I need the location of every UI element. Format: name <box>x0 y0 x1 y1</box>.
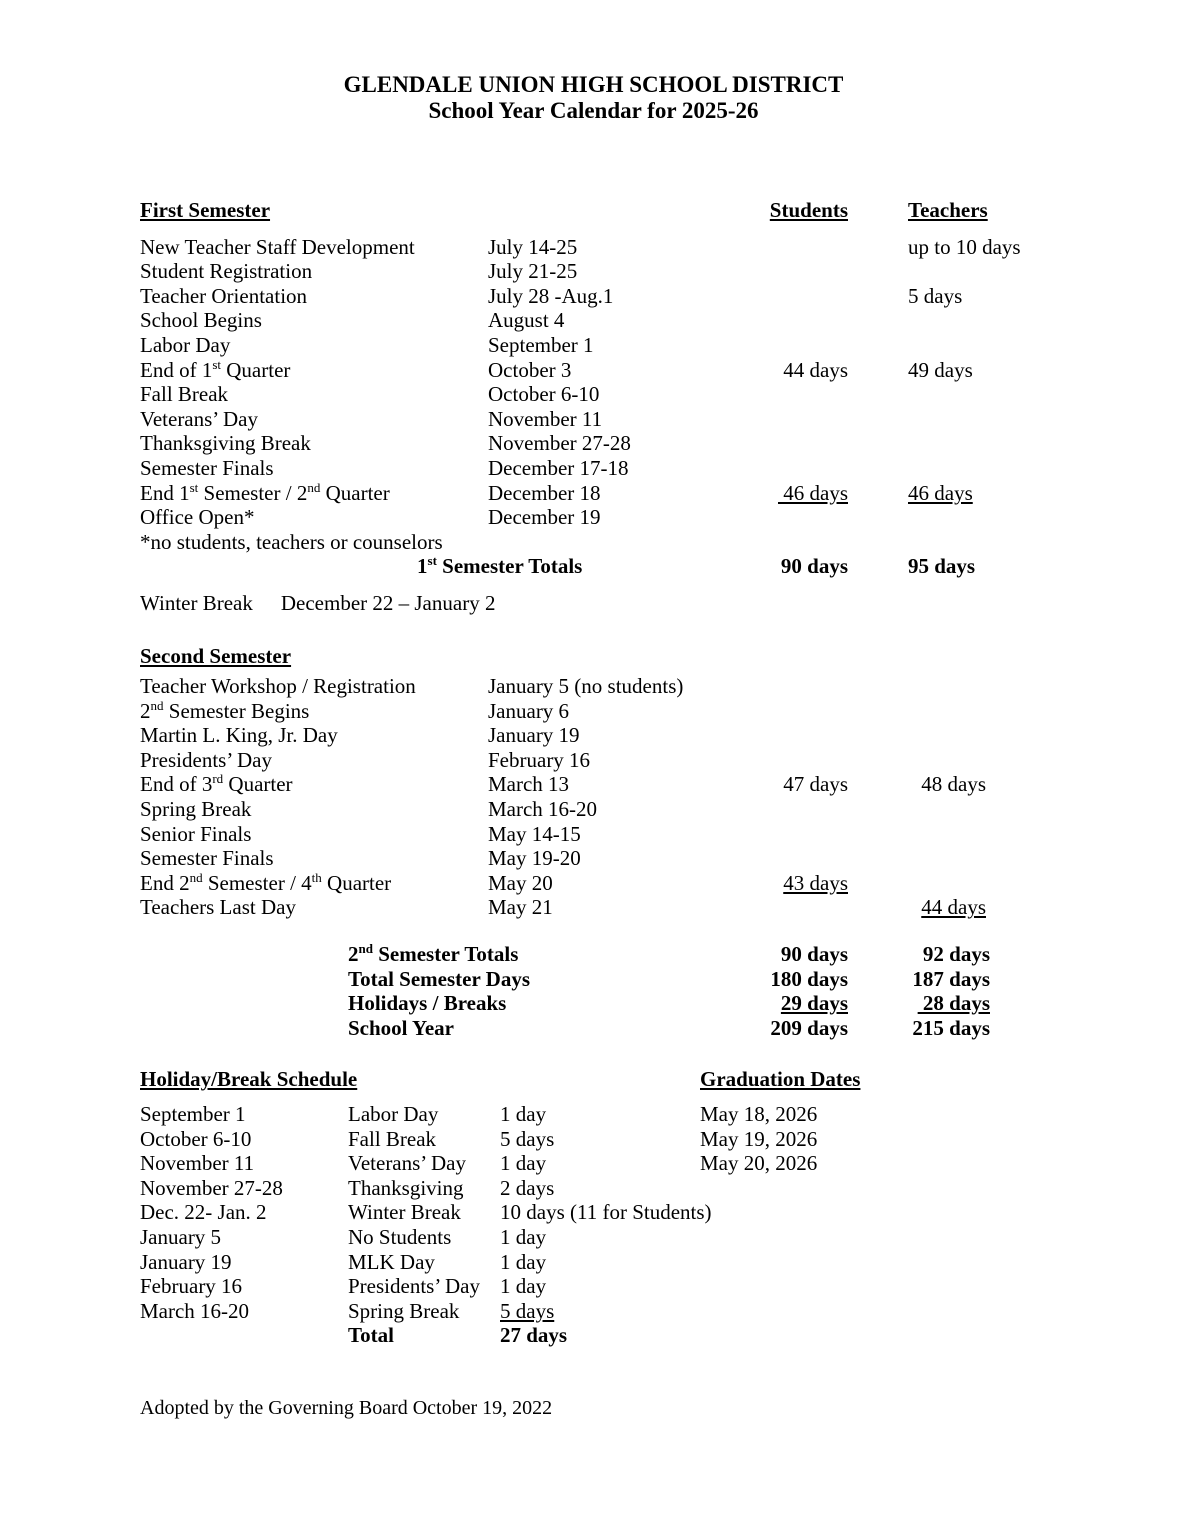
date-cell: November 11 <box>488 406 603 431</box>
totals-row <box>140 991 1162 1016</box>
event-cell: End of 3rd Quarter <box>140 771 293 797</box>
spacer <box>140 554 417 579</box>
event-cell: Office Open* <box>140 505 255 530</box>
graduation-dates <box>700 1067 1020 1348</box>
second-semester-rows <box>140 674 1162 920</box>
totals-students: 90 days <box>780 554 848 579</box>
holiday-date: October 6-10 <box>140 1126 252 1151</box>
holiday-days: 1 day <box>500 1102 547 1126</box>
event-cell: Semester Finals <box>140 846 274 871</box>
holiday-row <box>140 1102 700 1127</box>
holiday-date: February 16 <box>140 1274 243 1299</box>
holiday-name: MLK Day <box>348 1249 435 1274</box>
teachers-cell: 46 days <box>908 480 973 505</box>
holiday-name: Presidents’ Day <box>348 1274 480 1299</box>
event-cell: Labor Day <box>140 332 231 357</box>
holiday-name: Fall Break <box>348 1126 437 1151</box>
holiday-row <box>140 1299 700 1324</box>
totals-row <box>140 1016 1162 1041</box>
holiday-row <box>140 1250 700 1275</box>
students-cell: 43 days <box>783 870 848 895</box>
teachers-cell: 48 days <box>921 772 986 797</box>
date-cell: October 6-10 <box>488 382 600 407</box>
event-cell: Teacher Workshop / Registration <box>140 674 416 699</box>
teachers-cell <box>848 748 1038 773</box>
table-row <box>140 407 1162 432</box>
event-cell: Spring Break <box>140 797 252 822</box>
date-cell: August 4 <box>488 308 565 333</box>
teachers-cell <box>848 871 1038 896</box>
totals-teachers: 187 days <box>912 966 990 991</box>
holiday-days: 5 days <box>500 1298 555 1323</box>
holiday-schedule-heading: Holiday/Break Schedule <box>140 1067 358 1092</box>
holiday-name: Labor Day <box>348 1102 439 1126</box>
second-semester-heading: Second Semester <box>140 643 292 668</box>
totals-row <box>140 967 1162 992</box>
totals-teachers: 95 days <box>908 554 976 579</box>
students-cell <box>768 699 848 724</box>
teachers-cell <box>848 822 1038 847</box>
event-cell: Veterans’ Day <box>140 406 258 431</box>
holiday-name: No Students <box>348 1224 452 1249</box>
students-cell <box>768 723 848 748</box>
event-cell: Teachers Last Day <box>140 895 296 920</box>
teachers-cell <box>848 674 1038 699</box>
event-cell: Fall Break <box>140 382 229 407</box>
date-cell: September 1 <box>488 332 594 357</box>
calendar-subtitle: School Year Calendar for 2025-26 <box>428 98 759 123</box>
footnote: *no students, teachers or counselors <box>140 529 443 554</box>
holiday-date: Dec. 22- Jan. 2 <box>140 1200 267 1225</box>
holiday-name: Thanksgiving <box>348 1175 464 1200</box>
holiday-date: January 19 <box>140 1249 232 1274</box>
event-cell: Martin L. King, Jr. Day <box>140 723 338 748</box>
students-cell: 47 days <box>783 772 848 797</box>
spacer <box>140 942 348 967</box>
students-column-header: Students <box>769 198 848 222</box>
holiday-row <box>140 1127 700 1152</box>
table-row <box>140 505 1162 530</box>
winter-break-label: Winter Break <box>140 590 253 615</box>
date-cell: December 18 <box>488 480 601 505</box>
holiday-total-row <box>140 1323 700 1348</box>
holiday-name: Winter Break <box>348 1200 461 1225</box>
event-cell: Senior Finals <box>140 821 252 846</box>
adoption-note: Adopted by the Governing Board October 19, 2022 <box>140 1396 553 1419</box>
holiday-date: November 11 <box>140 1151 255 1176</box>
date-cell: July 21-25 <box>488 259 578 284</box>
holiday-days-wrap <box>500 1299 700 1324</box>
date-cell: March 13 <box>488 772 570 797</box>
holiday-date: September 1 <box>140 1102 246 1126</box>
totals-teachers: 215 days <box>912 1015 990 1040</box>
date-cell: October 3 <box>488 357 572 382</box>
date-cell: March 16-20 <box>488 797 598 822</box>
students-cell <box>768 797 848 822</box>
date-cell: July 28 -Aug.1 <box>488 283 614 308</box>
teachers-cell <box>848 431 1038 456</box>
holiday-days: 10 days (11 for Students) <box>500 1200 712 1225</box>
spacer <box>140 1016 348 1041</box>
date-cell: July 14-25 <box>488 234 578 259</box>
teachers-cell <box>848 382 1038 407</box>
totals-students: 209 days <box>770 1015 848 1040</box>
first-semester-heading: First Semester <box>140 198 271 222</box>
first-semester-totals-row <box>140 554 1162 579</box>
teachers-cell: 5 days <box>908 283 963 308</box>
students-cell <box>768 674 848 699</box>
holiday-total-label: Total <box>348 1323 394 1348</box>
table-row <box>140 822 1162 847</box>
totals-teachers: 92 days <box>922 942 990 967</box>
totals-students: 29 days <box>780 991 848 1016</box>
graduation-date: May 18, 2026 <box>700 1102 818 1126</box>
holiday-days: 2 days <box>500 1175 555 1200</box>
teachers-cell <box>848 846 1038 871</box>
date-cell: February 16 <box>488 747 591 772</box>
table-row <box>140 772 1162 797</box>
students-cell <box>768 822 848 847</box>
teachers-cell-wrap <box>848 481 1038 506</box>
table-row <box>140 895 1162 920</box>
totals-label: School Year <box>348 1015 454 1040</box>
date-cell: May 21 <box>488 895 553 920</box>
event-cell: End of 1st Quarter <box>140 356 291 382</box>
graduation-date: May 20, 2026 <box>700 1151 818 1176</box>
totals-label: 1st Semester Totals <box>417 553 583 579</box>
holiday-schedule <box>140 1067 712 1348</box>
holiday-days: 1 day <box>500 1224 547 1249</box>
teachers-cell <box>848 259 1038 284</box>
students-cell <box>768 407 848 432</box>
table-row <box>140 431 1162 456</box>
holiday-graduation-section <box>140 1067 1162 1348</box>
students-cell <box>768 505 848 530</box>
totals-label: 2nd Semester Totals <box>348 941 519 967</box>
graduation-date: May 19, 2026 <box>700 1126 818 1151</box>
totals-label: Holidays / Breaks <box>348 991 507 1016</box>
holiday-row <box>140 1225 700 1250</box>
table-row <box>140 797 1162 822</box>
students-cell <box>768 333 848 358</box>
students-cell <box>768 259 848 284</box>
district-name: GLENDALE UNION HIGH SCHOOL DISTRICT <box>343 72 844 97</box>
date-cell: December 17-18 <box>488 455 629 480</box>
table-row <box>140 308 1162 333</box>
winter-break-dates: December 22 – January 2 <box>280 590 496 615</box>
teachers-cell-wrap <box>848 895 1038 920</box>
teachers-cell <box>848 723 1038 748</box>
students-cell <box>768 431 848 456</box>
teachers-column-header: Teachers <box>908 198 988 222</box>
holiday-date: January 5 <box>140 1224 222 1249</box>
date-cell: January 19 <box>488 723 580 748</box>
holiday-row <box>140 1200 712 1225</box>
date-cell: May 20 <box>488 870 553 895</box>
event-cell: New Teacher Staff Development <box>140 234 415 259</box>
table-row <box>140 284 1162 309</box>
table-row <box>140 456 1162 481</box>
date-cell: May 14-15 <box>488 821 581 846</box>
event-cell: Presidents’ Day <box>140 747 272 772</box>
holiday-date: March 16-20 <box>140 1298 250 1323</box>
table-row <box>140 846 1162 871</box>
holiday-rows <box>140 1102 712 1348</box>
holiday-date: November 27-28 <box>140 1175 283 1200</box>
event-cell: End 1st Semester / 2nd Quarter <box>140 479 390 505</box>
table-row <box>140 699 1162 724</box>
table-row <box>140 358 1162 383</box>
students-cell <box>768 235 848 260</box>
holiday-days: 1 day <box>500 1274 547 1299</box>
table-row <box>140 259 1162 284</box>
students-cell <box>768 382 848 407</box>
document-title <box>140 72 1047 124</box>
date-cell: January 6 <box>488 698 570 723</box>
teachers-cell <box>848 333 1038 358</box>
students-cell: 44 days <box>783 357 848 382</box>
table-row <box>140 481 1162 506</box>
holiday-row <box>140 1176 700 1201</box>
date-cell: December 19 <box>488 505 601 530</box>
event-cell: Semester Finals <box>140 455 274 480</box>
table-row <box>140 748 1162 773</box>
spacer <box>488 198 768 223</box>
holiday-days: 1 day <box>500 1249 547 1274</box>
spacer <box>140 991 348 1016</box>
holiday-row <box>140 1151 700 1176</box>
teachers-column-header-wrap <box>848 198 1038 223</box>
students-cell <box>768 284 848 309</box>
teachers-cell <box>848 456 1038 481</box>
graduation-dates-heading: Graduation Dates <box>700 1067 861 1092</box>
holiday-days: 5 days <box>500 1126 555 1151</box>
totals-row <box>140 942 1162 967</box>
teachers-cell: up to 10 days <box>908 234 1021 259</box>
holiday-name: Veterans’ Day <box>348 1151 466 1176</box>
date-cell: November 27-28 <box>488 431 631 456</box>
spacer <box>140 967 348 992</box>
teachers-cell: 44 days <box>921 895 986 920</box>
first-semester-header-row <box>140 198 1162 223</box>
holiday-days: 1 day <box>500 1151 547 1176</box>
teachers-cell: 49 days <box>908 357 973 382</box>
teachers-cell <box>848 699 1038 724</box>
students-cell <box>768 456 848 481</box>
event-cell: School Begins <box>140 308 262 333</box>
students-cell <box>768 895 848 920</box>
totals-students: 180 days <box>770 966 848 991</box>
winter-break-line <box>140 591 1162 616</box>
table-row <box>140 674 1162 699</box>
first-semester-rows <box>140 235 1162 555</box>
students-cell: 46 days <box>778 480 848 505</box>
date-cell: May 19-20 <box>488 846 581 871</box>
date-cell: January 5 (no students) <box>488 674 684 699</box>
teachers-cell <box>848 407 1038 432</box>
holiday-total-days: 27 days <box>500 1323 568 1348</box>
teachers-cell <box>848 308 1038 333</box>
table-row <box>140 871 1162 896</box>
totals-students: 90 days <box>780 942 848 967</box>
event-cell: Thanksgiving Break <box>140 431 311 456</box>
event-cell: Teacher Orientation <box>140 283 308 308</box>
teachers-cell <box>848 797 1038 822</box>
event-cell: Student Registration <box>140 259 313 284</box>
graduation-rows <box>700 1102 1020 1176</box>
table-row <box>140 235 1162 260</box>
students-cell <box>768 308 848 333</box>
holiday-date <box>140 1323 348 1348</box>
totals-label: Total Semester Days <box>348 966 530 991</box>
teachers-cell <box>848 505 1038 530</box>
holiday-row <box>140 1274 700 1299</box>
table-row <box>140 382 1162 407</box>
totals-teachers: 28 days <box>917 991 990 1016</box>
year-totals-block <box>140 942 1162 1040</box>
event-cell: End 2nd Semester / 4th Quarter <box>140 869 392 895</box>
holiday-name: Spring Break <box>348 1298 460 1323</box>
students-cell <box>768 748 848 773</box>
students-cell <box>768 846 848 871</box>
event-cell: 2nd Semester Begins <box>140 697 310 723</box>
table-row <box>140 723 1162 748</box>
table-row <box>140 333 1162 358</box>
